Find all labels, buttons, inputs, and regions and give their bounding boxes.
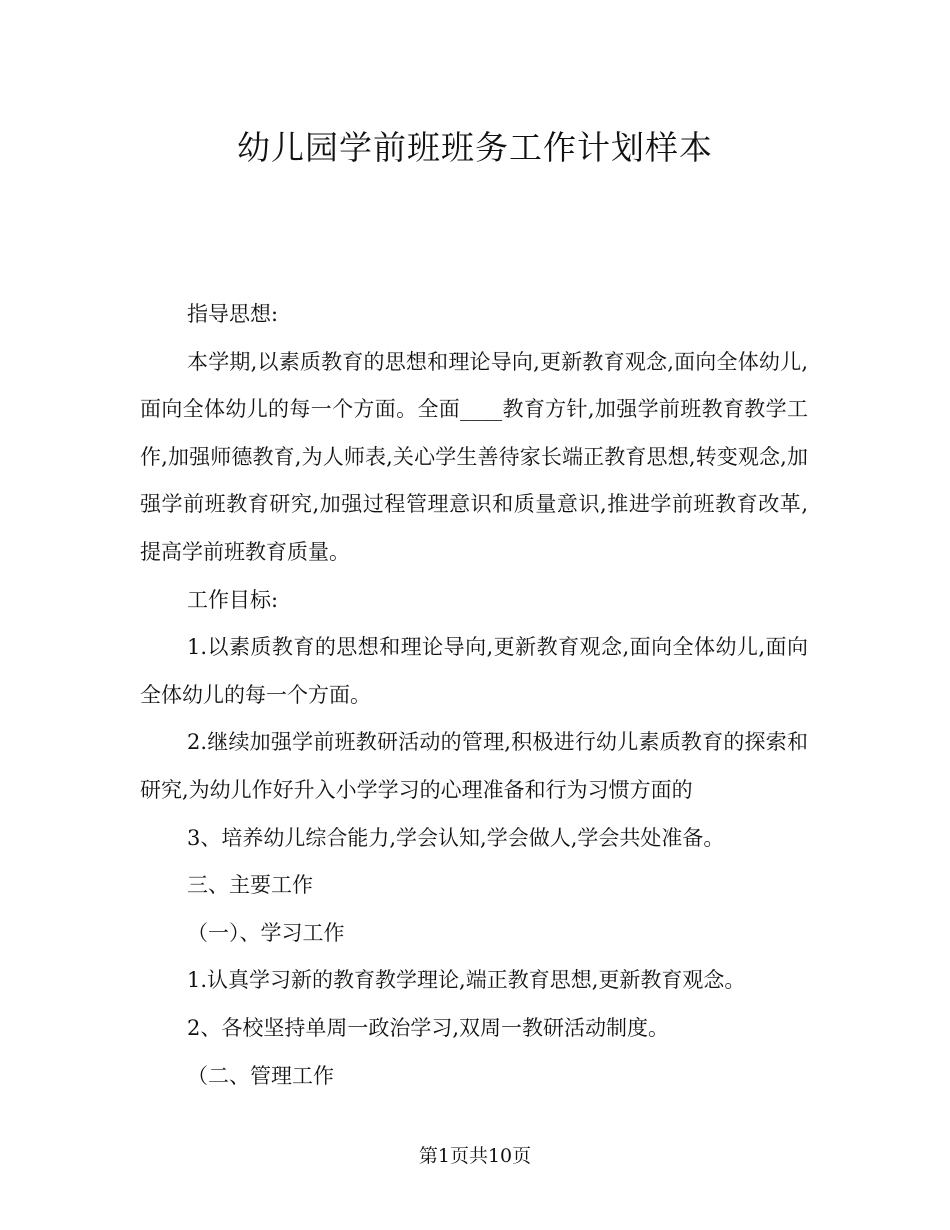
goal-item-1: 1.以素质教育的思想和理论导向,更新教育观念,面向全体幼儿,面向全体幼儿的每一个方面。 bbox=[140, 635, 808, 707]
section-heading-main-work: 三、主要工作 bbox=[187, 873, 313, 898]
document-body bbox=[140, 291, 808, 1100]
study-item-2: 2、各校坚持单周一政治学习,双周一教研活动制度。 bbox=[187, 1015, 670, 1040]
subsection-heading-study-work: （一）、学习工作 bbox=[187, 920, 345, 945]
study-item-1: 1.认真学习新的教育教学理论,端正教育思想,更新教育观念。 bbox=[187, 968, 746, 993]
page-number-footer: 第1页共10页 bbox=[418, 1145, 532, 1167]
section-heading-work-goals: 工作目标: bbox=[187, 587, 279, 612]
goal-item-3: 3、培养幼儿综合能力,学会认知,学会做人,学会共处准备。 bbox=[187, 825, 725, 850]
subsection-heading-management-work: （二、管理工作 bbox=[187, 1063, 334, 1088]
section-heading-guiding-thought: 指导思想: bbox=[187, 302, 279, 326]
paragraph-guiding-thought: 本学期,以素质教育的思想和理论导向,更新教育观念,面向全体幼儿,面向全体幼儿的每一个方面。全面____教育方针,加强学前班教育教学工作,加强师德教育,为人师表,关心学生善待家长端正教育思想,转变观念,加强学前班教育研究,加强过程管理意识和质量意识,推进学前班教育改革,提高学前班教育质量。 bbox=[140, 349, 808, 564]
document-title: 幼儿园学前班班务工作计划样本 bbox=[237, 128, 713, 167]
goal-item-2: 2.继续加强学前班教研活动的管理,积极进行幼儿素质教育的探索和研究,为幼儿作好升入小学学习的心理准备和行为习惯方面的 bbox=[140, 730, 808, 802]
